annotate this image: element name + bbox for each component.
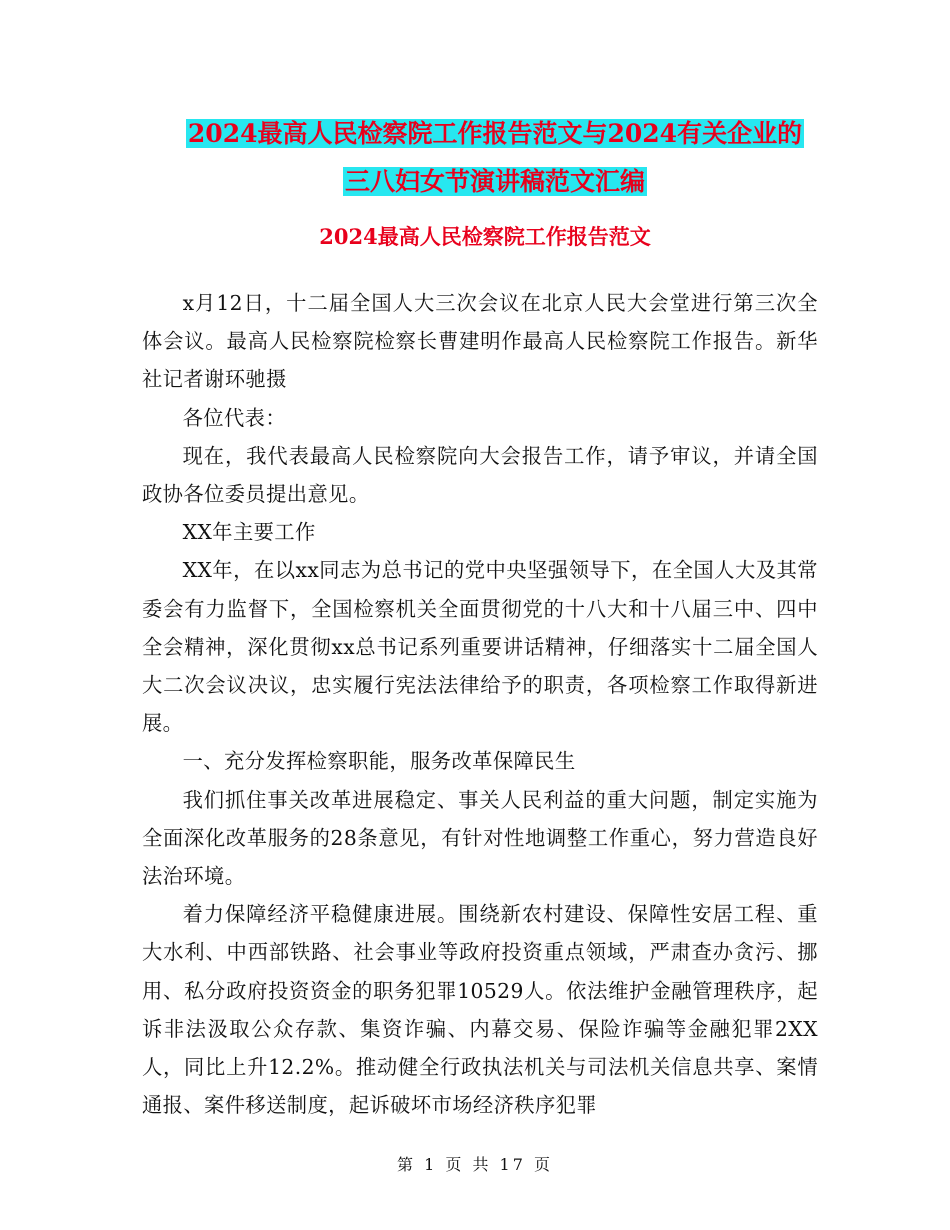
paragraph: 着力保障经济平稳健康进展。围绕新农村建设、保障性安居工程、重大水利、中西部铁路、社会事业等政府投资重点领域，严肃查办贪污、挪用、私分政府投资资金的职务犯罪10529人。依法维护金融管理秩序，起诉非法汲取公众存款、集资诈骗、内幕交易、保险诈骗等金融犯罪2XX人，同比上升12.2%。推动健全行政执法机关与司法机关信息共享、案情通报、案件移送制度，起诉破坏市场经济秩序犯罪	[142, 902, 818, 1118]
document-title-line-1: 2024最高人民检察院工作报告范文与2024有关企业的	[187, 119, 803, 148]
paragraph: XX年，在以xx同志为总书记的党中央坚强领导下，在全国人大及其常委会有力监督下，全国检察机关全面贯彻党的十八大和十八届三中、四中全会精神，深化贯彻xx总书记系列重要讲话精神，仔细落实十二届全国人大二次会议决议，忠实履行宪法法律给予的职责，各项检察工作取得新进展。	[142, 558, 818, 736]
document-title	[140, 110, 850, 206]
page-footer: 第 1 页 共 17 页	[397, 1155, 553, 1174]
paragraph: 我们抓住事关改革进展稳定、事关人民利益的重大问题，制定实施为全面深化改革服务的28条意见，有针对性地调整工作重心，努力营造良好法治环境。	[142, 787, 818, 889]
paragraph: 现在，我代表最高人民检察院向大会报告工作，请予审议，并请全国政协各位委员提出意见。	[142, 443, 818, 507]
document-body	[142, 284, 818, 1124]
section-title: 2024最高人民检察院工作报告范文	[319, 224, 651, 249]
paragraph: 一、充分发挥检察职能，服务改革保障民生	[182, 749, 576, 774]
paragraph: x月12日，十二届全国人大三次会议在北京人民大会堂进行第三次全体会议。最高人民检察院检察长曹建明作最高人民检察院工作报告。新华社记者谢环驰摄	[142, 291, 818, 392]
paragraph: 各位代表：	[182, 405, 287, 430]
document-title-line-2: 三八妇女节演讲稿范文汇编	[344, 167, 645, 196]
paragraph: XX年主要工作	[182, 520, 316, 545]
